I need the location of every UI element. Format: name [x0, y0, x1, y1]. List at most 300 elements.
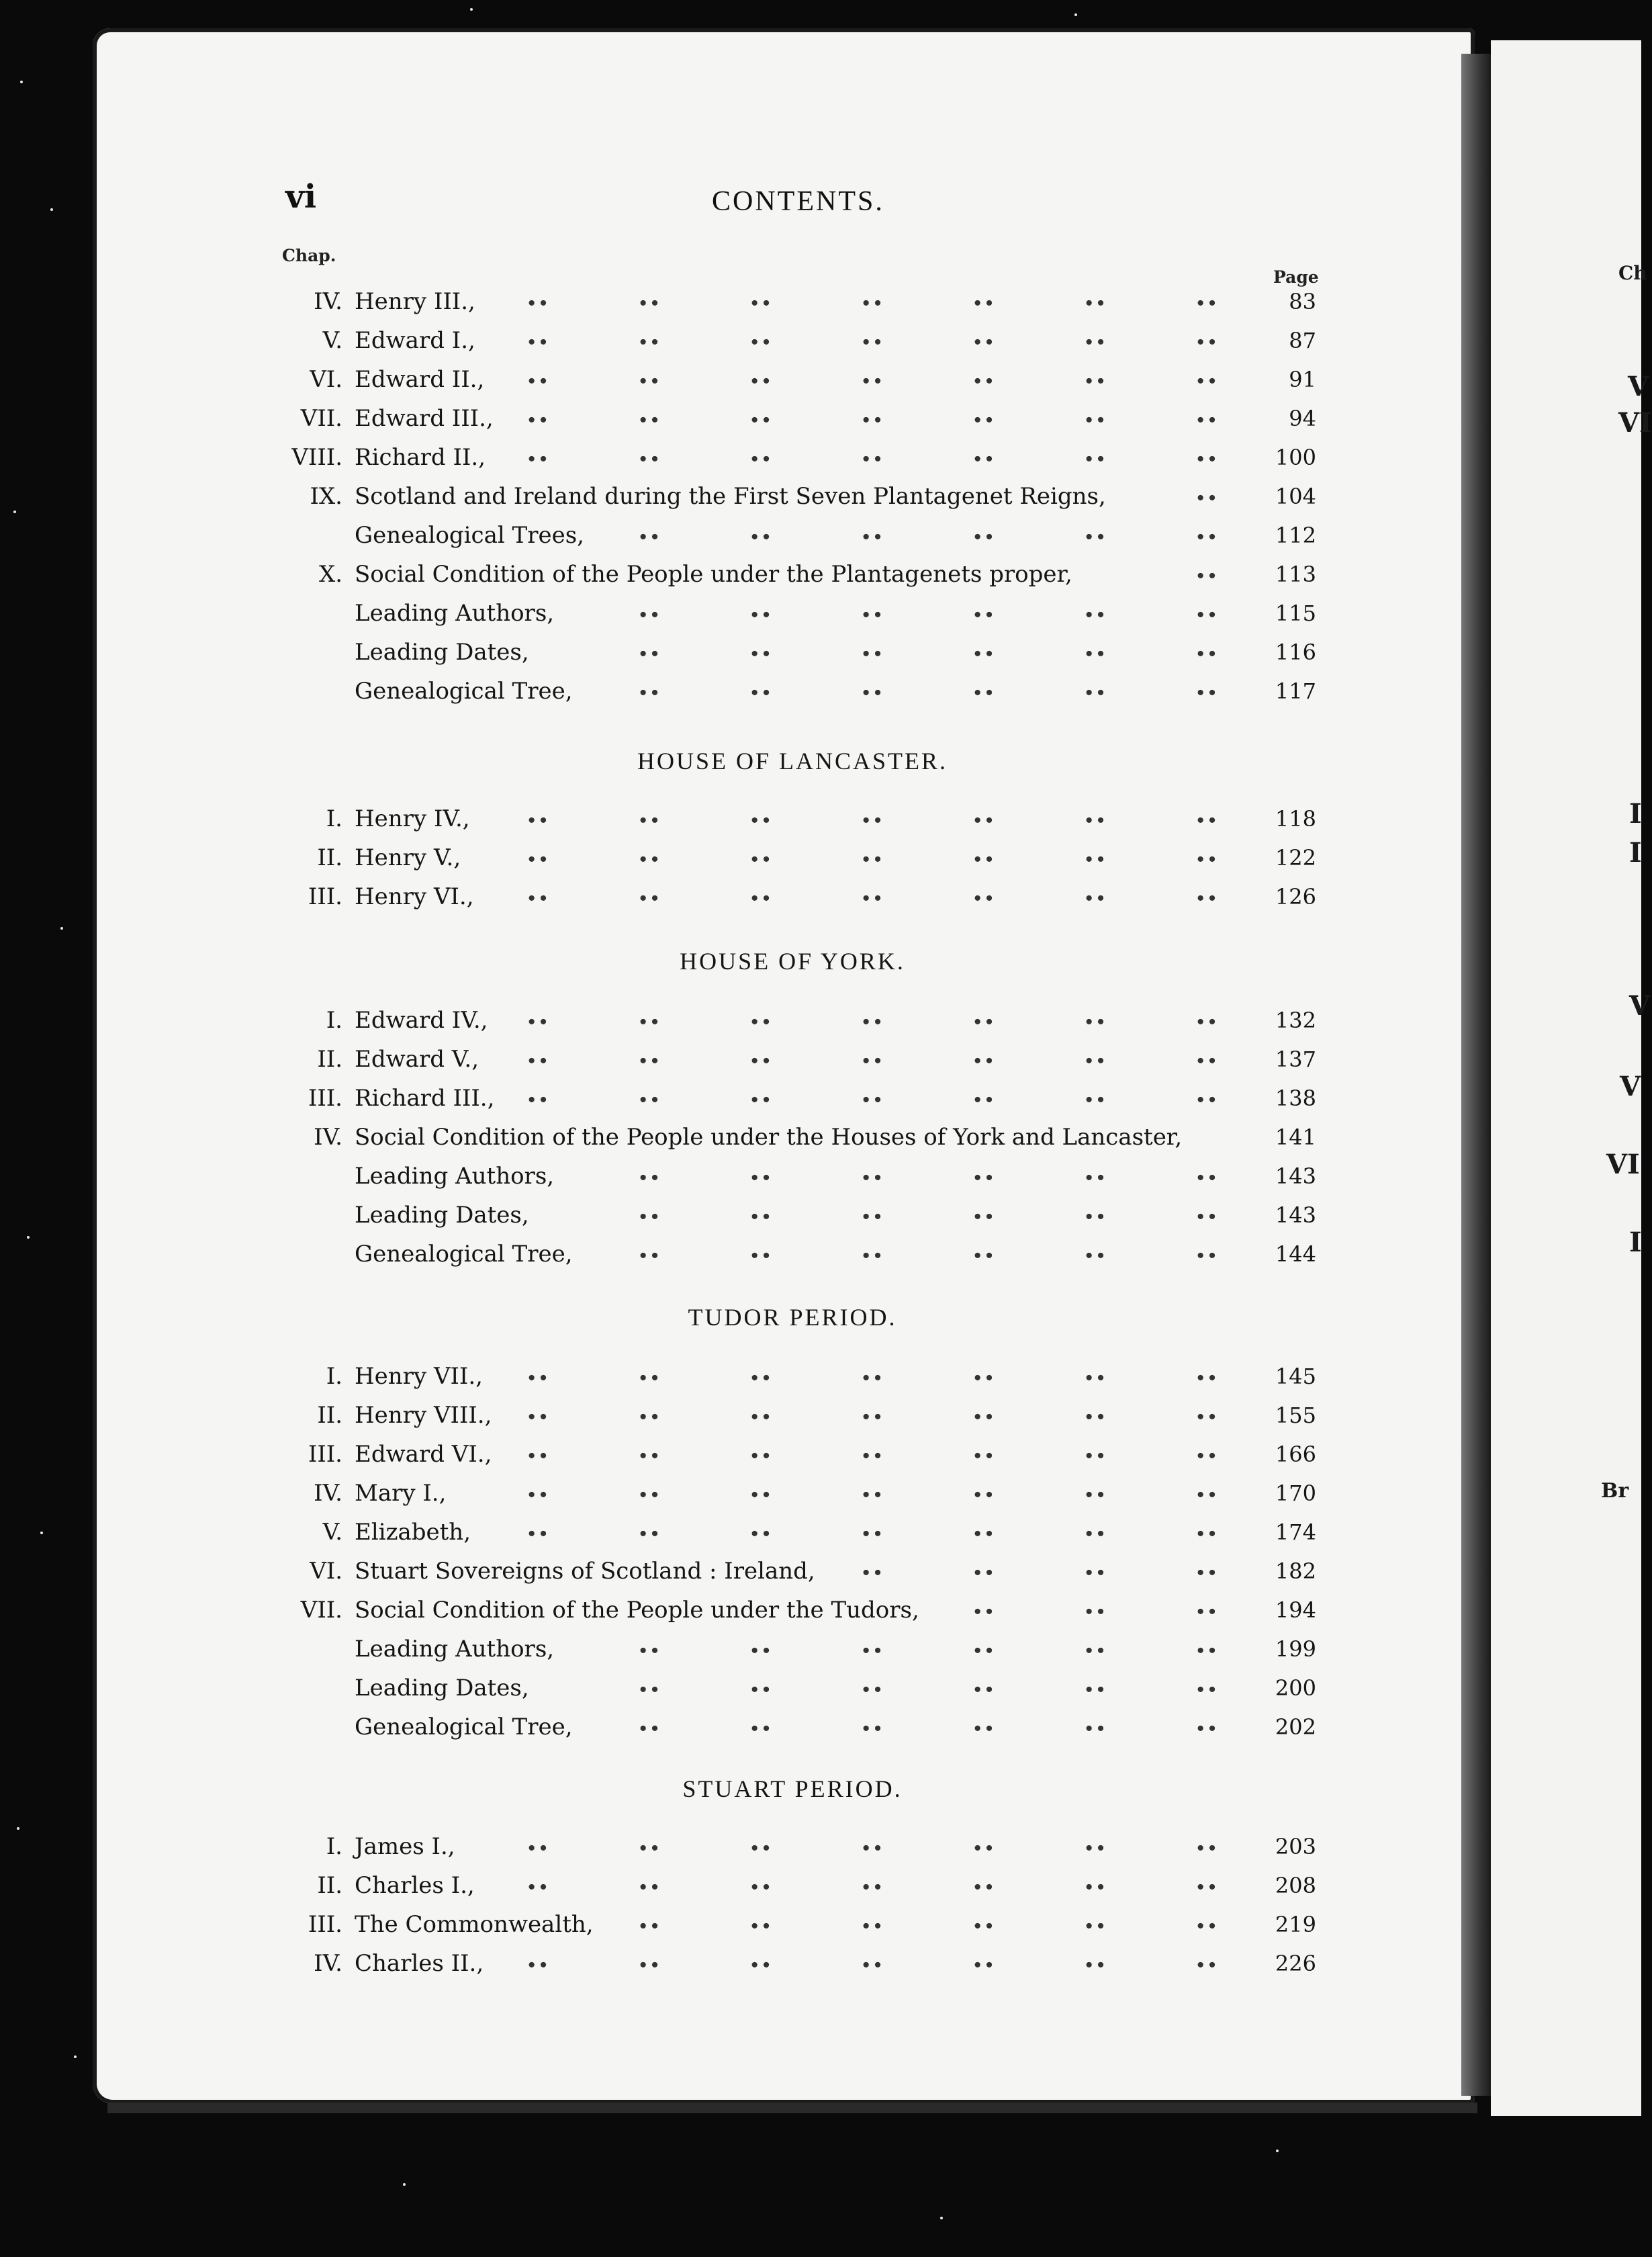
- leader-dots: ··: [638, 1239, 661, 1273]
- leader-dots: ··: [749, 1239, 773, 1273]
- entry-page-number: 141: [1275, 1124, 1316, 1150]
- leader-dots: ··: [749, 637, 773, 671]
- leader-dots: ··: [972, 403, 996, 437]
- entry-page-number: 100: [1275, 445, 1316, 470]
- leader-dots: ··: [1195, 559, 1219, 593]
- chapter-numeral: VI.: [310, 1558, 342, 1585]
- entry-title: Edward VI.,: [355, 1441, 492, 1468]
- leader-dots: ··: [638, 1831, 661, 1865]
- leader-dots: ··: [526, 1439, 550, 1473]
- leader-dots: ··: [638, 1361, 661, 1395]
- leader-dots: ··: [638, 1673, 661, 1707]
- leader-dots: ··: [972, 520, 996, 554]
- entry-page-number: 115: [1275, 601, 1316, 626]
- section-heading: TUDOR PERIOD.: [688, 1304, 897, 1331]
- dot-leader: [508, 1001, 1222, 1040]
- leader-dots: ··: [1084, 1400, 1107, 1434]
- leader-dots: ··: [1084, 520, 1107, 554]
- leader-dots: ··: [861, 286, 884, 320]
- leader-dots: ··: [638, 803, 661, 838]
- dot-leader: [496, 282, 1222, 321]
- entry-title: Mary I.,: [355, 1480, 447, 1507]
- leader-dots: ··: [749, 1400, 773, 1434]
- contents-entry: [0, 555, 1641, 594]
- leader-dots: ··: [1084, 1673, 1107, 1707]
- leader-dots: ··: [526, 842, 550, 877]
- entry-title: Leading Authors,: [355, 1163, 555, 1190]
- leader-dots: ··: [526, 1870, 550, 1904]
- entry-title: Charles II.,: [355, 1950, 484, 1977]
- chapter-numeral: II.: [317, 844, 342, 871]
- facing-page-fragment: I: [1629, 1227, 1642, 1258]
- dot-leader: [512, 1396, 1222, 1435]
- leader-dots: ··: [638, 1634, 661, 1668]
- entry-title: Genealogical Trees,: [355, 522, 584, 549]
- leader-dots: ··: [861, 1361, 884, 1395]
- leader-dots: ··: [749, 1478, 773, 1512]
- contents-entry: [0, 1669, 1641, 1708]
- leader-dots: ··: [1084, 286, 1107, 320]
- leader-dots: ··: [526, 1517, 550, 1551]
- leader-dots: ··: [1195, 1439, 1219, 1473]
- entry-page-number: 104: [1275, 484, 1316, 509]
- leader-dots: ··: [1084, 881, 1107, 916]
- leader-dots: ··: [1195, 403, 1219, 437]
- leader-dots: ··: [749, 842, 773, 877]
- leader-dots: ··: [972, 1200, 996, 1234]
- chapter-numeral: I.: [326, 1363, 342, 1390]
- leader-dots: ··: [1084, 1439, 1107, 1473]
- leader-dots: ··: [1195, 1361, 1219, 1395]
- leader-dots: ··: [1084, 1634, 1107, 1668]
- leader-dots: ··: [1084, 1005, 1107, 1039]
- chapter-numeral: V.: [322, 327, 342, 354]
- leader-dots: ··: [1084, 1083, 1107, 1117]
- entry-title: Leading Dates,: [355, 1202, 529, 1229]
- leader-dots: ··: [861, 1478, 884, 1512]
- contents-entry: [0, 799, 1641, 838]
- chapter-numeral: I.: [326, 1007, 342, 1034]
- contents-entry: [0, 1905, 1641, 1944]
- contents-entry: [0, 1040, 1641, 1079]
- leader-dots: ··: [749, 1673, 773, 1707]
- contents-entry: [0, 1944, 1641, 1983]
- leader-dots: ··: [861, 1673, 884, 1707]
- leader-dots: ··: [1195, 325, 1219, 359]
- leader-dots: ··: [972, 1439, 996, 1473]
- entry-title: Henry IV.,: [355, 805, 470, 832]
- section-heading: STUART PERIOD.: [682, 1775, 903, 1802]
- contents-entry: [0, 1001, 1641, 1040]
- leader-dots: ··: [861, 1634, 884, 1668]
- leader-dots: ··: [1195, 1909, 1219, 1943]
- contents-entry: [0, 1474, 1641, 1513]
- section-heading: HOUSE OF LANCASTER.: [637, 748, 948, 775]
- entry-page-number: 199: [1275, 1636, 1316, 1662]
- entry-title: Leading Authors,: [355, 1636, 555, 1663]
- leader-dots: ··: [638, 442, 661, 476]
- entry-page-number: 170: [1275, 1480, 1316, 1506]
- leader-dots: ··: [861, 1439, 884, 1473]
- entry-page-number: 126: [1275, 884, 1316, 910]
- leader-dots: ··: [526, 1005, 550, 1039]
- dot-leader: [549, 1196, 1222, 1235]
- facing-page-fragment: V: [1628, 371, 1649, 402]
- leader-dots: ··: [1195, 364, 1219, 398]
- dot-leader: [495, 1866, 1222, 1905]
- leader-dots: ··: [861, 1870, 884, 1904]
- leader-dots: ··: [861, 803, 884, 838]
- contents-entry: [0, 1396, 1641, 1435]
- contents-entry: [0, 633, 1641, 672]
- entry-page-number: 143: [1275, 1202, 1316, 1228]
- entry-title: Social Condition of the People under the Tudors,: [355, 1597, 919, 1624]
- facing-page-fragment: I: [1629, 837, 1642, 869]
- leader-dots: ··: [638, 364, 661, 398]
- leader-dots: ··: [1084, 403, 1107, 437]
- leader-dots: ··: [749, 403, 773, 437]
- contents-entry: [0, 1235, 1641, 1274]
- dot-leader: [939, 1591, 1222, 1630]
- entry-title: Genealogical Tree,: [355, 1241, 573, 1268]
- entry-page-number: 87: [1289, 328, 1316, 353]
- leader-dots: ··: [638, 637, 661, 671]
- dot-leader: [475, 1827, 1222, 1866]
- entry-title: Stuart Sovereigns of Scotland : Ireland,: [355, 1558, 815, 1585]
- leader-dots: ··: [638, 842, 661, 877]
- contents-entry: [0, 672, 1641, 711]
- leader-dots: ··: [638, 1478, 661, 1512]
- leader-dots: ··: [1195, 442, 1219, 476]
- leader-dots: ··: [749, 1005, 773, 1039]
- leader-dots: ··: [749, 1517, 773, 1551]
- entry-page-number: 112: [1275, 523, 1316, 548]
- leader-dots: ··: [749, 881, 773, 916]
- leader-dots: ··: [1195, 1200, 1219, 1234]
- entry-page-number: 219: [1275, 1912, 1316, 1937]
- chapter-numeral: III.: [308, 1085, 342, 1112]
- leader-dots: ··: [749, 1634, 773, 1668]
- leader-dots: ··: [861, 842, 884, 877]
- entry-title: Edward V.,: [355, 1046, 479, 1073]
- contents-entry: [0, 1591, 1641, 1630]
- entry-page-number: 203: [1275, 1834, 1316, 1859]
- leader-dots: ··: [972, 1673, 996, 1707]
- chapter-numeral: IV.: [314, 288, 342, 315]
- entry-title: The Commonwealth,: [355, 1911, 594, 1938]
- leader-dots: ··: [526, 881, 550, 916]
- leader-dots: ··: [749, 364, 773, 398]
- entry-page-number: 83: [1289, 289, 1316, 314]
- dot-leader: [514, 1079, 1222, 1118]
- dot-leader: [494, 877, 1222, 916]
- leader-dots: ··: [1195, 286, 1219, 320]
- dot-leader: [504, 360, 1222, 399]
- leader-dots: ··: [1084, 1361, 1107, 1395]
- entry-page-number: 143: [1275, 1163, 1316, 1189]
- chapter-numeral: III.: [308, 1441, 342, 1468]
- leader-dots: ··: [638, 403, 661, 437]
- leader-dots: ··: [1084, 598, 1107, 632]
- entry-page-number: 118: [1275, 806, 1316, 832]
- leader-dots: ··: [972, 1005, 996, 1039]
- leader-dots: ··: [972, 881, 996, 916]
- leader-dots: ··: [638, 598, 661, 632]
- leader-dots: ··: [749, 1083, 773, 1117]
- leader-dots: ··: [638, 1005, 661, 1039]
- leader-dots: ··: [861, 442, 884, 476]
- leader-dots: ··: [861, 1517, 884, 1551]
- leader-dots: ··: [861, 1200, 884, 1234]
- entry-title: Henry III.,: [355, 288, 475, 315]
- leader-dots: ··: [526, 803, 550, 838]
- leader-dots: ··: [638, 1948, 661, 1982]
- leader-dots: ··: [1084, 803, 1107, 838]
- leader-dots: ··: [1084, 364, 1107, 398]
- leader-dots: ··: [749, 1439, 773, 1473]
- chapter-numeral: VII.: [300, 405, 342, 432]
- dot-leader: [496, 321, 1222, 360]
- entry-title: Edward I.,: [355, 327, 475, 354]
- leader-dots: ··: [1084, 1870, 1107, 1904]
- leader-dots: ··: [861, 325, 884, 359]
- chapter-numeral: X.: [318, 561, 342, 588]
- entry-page-number: 226: [1275, 1951, 1316, 1976]
- dot-leader: [514, 399, 1222, 438]
- leader-dots: ··: [526, 1948, 550, 1982]
- leader-dots: ··: [1084, 1595, 1107, 1629]
- dot-leader: [574, 1630, 1222, 1669]
- leader-dots: ··: [1084, 325, 1107, 359]
- entry-page-number: 138: [1275, 1086, 1316, 1111]
- leader-dots: ··: [1084, 1909, 1107, 1943]
- entry-page-number: 137: [1275, 1047, 1316, 1072]
- contents-entry: [0, 1552, 1641, 1591]
- leader-dots: ··: [972, 1634, 996, 1668]
- leader-dots: ··: [1195, 481, 1219, 515]
- contents-entry: [0, 282, 1641, 321]
- contents-entry: [0, 1827, 1641, 1866]
- entry-page-number: 144: [1275, 1241, 1316, 1267]
- leader-dots: ··: [1195, 1517, 1219, 1551]
- entry-page-number: 122: [1275, 845, 1316, 871]
- leader-dots: ··: [861, 1556, 884, 1590]
- entry-page-number: 94: [1289, 406, 1316, 431]
- dot-leader: [593, 672, 1222, 711]
- leader-dots: ··: [861, 881, 884, 916]
- chapter-numeral: VI.: [310, 366, 342, 393]
- entry-page-number: 174: [1275, 1519, 1316, 1545]
- contents-entry: [0, 438, 1641, 477]
- facing-page-fragment: VI: [1618, 407, 1652, 439]
- leader-dots: ··: [972, 1239, 996, 1273]
- contents-entry: [0, 1630, 1641, 1669]
- entry-page-number: 145: [1275, 1364, 1316, 1389]
- leader-dots: ··: [1195, 1044, 1219, 1078]
- leader-dots: ··: [861, 1161, 884, 1195]
- leader-dots: ··: [1195, 1478, 1219, 1512]
- entry-title: Leading Dates,: [355, 1675, 529, 1701]
- leader-dots: ··: [638, 676, 661, 710]
- contents-entry: [0, 360, 1641, 399]
- leader-dots: ··: [1195, 1712, 1219, 1746]
- leader-dots: ··: [526, 1478, 550, 1512]
- section-heading: HOUSE OF YORK.: [680, 948, 905, 975]
- chapter-numeral: III.: [308, 883, 342, 910]
- leader-dots: ··: [749, 803, 773, 838]
- entry-page-number: 182: [1275, 1558, 1316, 1584]
- leader-dots: ··: [861, 637, 884, 671]
- leader-dots: ··: [1084, 1239, 1107, 1273]
- leader-dots: ··: [1195, 881, 1219, 916]
- leader-dots: ··: [1195, 1673, 1219, 1707]
- dot-leader: [574, 1157, 1222, 1196]
- leader-dots: ··: [638, 1400, 661, 1434]
- facing-page-fragment: VI: [1606, 1149, 1640, 1180]
- dot-leader: [490, 799, 1222, 838]
- leader-dots: ··: [526, 442, 550, 476]
- chapter-numeral: VII.: [300, 1597, 342, 1624]
- leader-dots: ··: [749, 1831, 773, 1865]
- leader-dots: ··: [972, 1161, 996, 1195]
- facing-page-fragment: I: [1629, 798, 1642, 830]
- leader-dots: ··: [749, 1044, 773, 1078]
- contents-entry: [0, 516, 1641, 555]
- leader-dots: ··: [749, 676, 773, 710]
- leader-dots: ··: [1084, 842, 1107, 877]
- entry-page-number: 202: [1275, 1714, 1316, 1740]
- leader-dots: ··: [638, 881, 661, 916]
- entry-page-number: 208: [1275, 1873, 1316, 1898]
- page-number: vi: [285, 178, 317, 216]
- chapter-numeral: V.: [322, 1519, 342, 1546]
- entry-title: Social Condition of the People under the Houses of York and Lancaster,: [355, 1124, 1183, 1151]
- chapter-numeral: II.: [317, 1046, 342, 1073]
- chapter-numeral: II.: [317, 1402, 342, 1429]
- leader-dots: ··: [749, 598, 773, 632]
- contents-entry: [0, 477, 1641, 516]
- dot-leader: [506, 438, 1222, 477]
- leader-dots: ··: [861, 1909, 884, 1943]
- leader-dots: ··: [638, 520, 661, 554]
- leader-dots: ··: [749, 442, 773, 476]
- leader-dots: ··: [638, 1870, 661, 1904]
- leader-dots: ··: [1084, 442, 1107, 476]
- dot-leader: [491, 1513, 1222, 1552]
- leader-dots: ··: [861, 1831, 884, 1865]
- entry-page-number: 155: [1275, 1403, 1316, 1428]
- chapter-numeral: IV.: [314, 1950, 342, 1977]
- leader-dots: ··: [526, 1400, 550, 1434]
- leader-dots: ··: [1084, 1556, 1107, 1590]
- contents-entry: [0, 1079, 1641, 1118]
- entry-page-number: 200: [1275, 1675, 1316, 1701]
- leader-dots: ··: [972, 1595, 996, 1629]
- leader-dots: ··: [861, 1005, 884, 1039]
- leader-dots: ··: [861, 598, 884, 632]
- dot-leader: [593, 1708, 1222, 1746]
- dot-leader: [466, 1474, 1222, 1513]
- leader-dots: ··: [638, 1712, 661, 1746]
- leader-dots: ··: [972, 325, 996, 359]
- contents-entry: [0, 1196, 1641, 1235]
- leader-dots: ··: [972, 803, 996, 838]
- leader-dots: ··: [972, 1870, 996, 1904]
- entry-title: Richard III.,: [355, 1085, 495, 1112]
- leader-dots: ··: [638, 1044, 661, 1078]
- leader-dots: ··: [972, 598, 996, 632]
- entry-title: Genealogical Tree,: [355, 1714, 573, 1740]
- entry-page-number: 91: [1289, 367, 1316, 392]
- entry-page-number: 194: [1275, 1597, 1316, 1623]
- leader-dots: ··: [861, 364, 884, 398]
- dot-leader: [604, 516, 1222, 555]
- contents-entry: [0, 838, 1641, 877]
- leader-dots: ··: [972, 637, 996, 671]
- dot-leader: [574, 594, 1222, 633]
- leader-dots: ··: [1195, 1831, 1219, 1865]
- leader-dots: ··: [1084, 637, 1107, 671]
- leader-dots: ··: [972, 1400, 996, 1434]
- chapter-numeral: I.: [326, 1833, 342, 1860]
- entry-title: Leading Authors,: [355, 600, 555, 627]
- entry-page-number: 116: [1275, 639, 1316, 665]
- chapter-column-label: Chap.: [282, 246, 336, 265]
- leader-dots: ··: [861, 676, 884, 710]
- leader-dots: ··: [1084, 676, 1107, 710]
- leader-dots: ··: [749, 1200, 773, 1234]
- leader-dots: ··: [1195, 1634, 1219, 1668]
- facing-page-fragment: Ch: [1618, 262, 1647, 284]
- leader-dots: ··: [861, 1083, 884, 1117]
- contents-entry: [0, 1708, 1641, 1746]
- chapter-numeral: III.: [308, 1911, 342, 1938]
- dot-leader: [614, 1905, 1222, 1944]
- dot-leader: [593, 1235, 1222, 1274]
- leader-dots: ··: [861, 403, 884, 437]
- leader-dots: ··: [972, 1909, 996, 1943]
- leader-dots: ··: [638, 286, 661, 320]
- leader-dots: ··: [638, 1909, 661, 1943]
- entry-title: Edward III.,: [355, 405, 494, 432]
- contents-entry: [0, 1866, 1641, 1905]
- leader-dots: ··: [1195, 842, 1219, 877]
- dot-leader: [835, 1552, 1222, 1591]
- leader-dots: ··: [972, 364, 996, 398]
- page-column-label: Page: [1273, 267, 1319, 287]
- leader-dots: ··: [861, 1044, 884, 1078]
- entry-title: Scotland and Ireland during the First Seven Plantagenet Reigns,: [355, 483, 1106, 510]
- leader-dots: ··: [749, 1712, 773, 1746]
- leader-dots: ··: [1195, 1870, 1219, 1904]
- entry-title: Social Condition of the People under the Plantagenets proper,: [355, 561, 1072, 588]
- dot-leader: [549, 633, 1222, 672]
- leader-dots: ··: [749, 1870, 773, 1904]
- leader-dots: ··: [861, 1400, 884, 1434]
- leader-dots: ··: [972, 442, 996, 476]
- dot-leader: [512, 1435, 1222, 1474]
- dot-leader: [503, 1357, 1222, 1396]
- leader-dots: ··: [972, 842, 996, 877]
- leader-dots: ··: [1195, 1556, 1219, 1590]
- leader-dots: ··: [526, 1361, 550, 1395]
- leader-dots: ··: [749, 286, 773, 320]
- leader-dots: ··: [638, 325, 661, 359]
- leader-dots: ··: [972, 1478, 996, 1512]
- chapter-numeral: II.: [317, 1872, 342, 1899]
- facing-page-fragment: Br: [1601, 1479, 1629, 1503]
- page-title: CONTENTS.: [712, 186, 884, 217]
